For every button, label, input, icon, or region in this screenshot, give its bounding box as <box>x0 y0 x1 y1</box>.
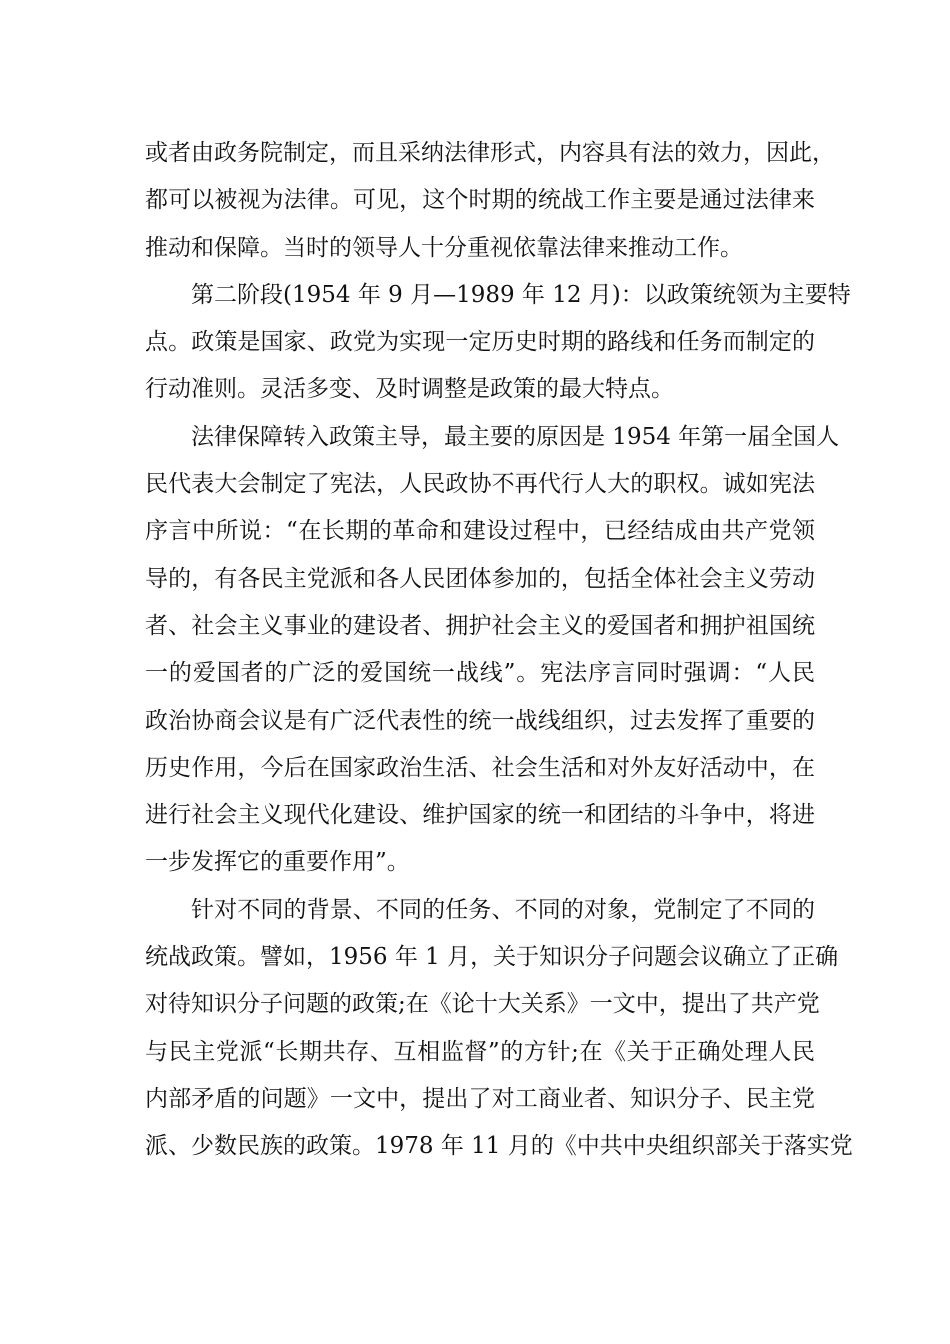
text-line: 都可以被视为法律。可见，这个时期的统战工作主要是通过法律来 <box>145 187 815 214</box>
paragraph-4 <box>145 887 853 1171</box>
text-line: 对待知识分子问题的政策;在《论十大关系》一文中，提出了共产党 <box>145 991 820 1018</box>
paragraph-1 <box>145 130 835 272</box>
text-line: 针对不同的背景、不同的任务、不同的对象，党制定了不同的 <box>191 896 815 923</box>
text-line: 一的爱国者的广泛的爱国统一战线”。宪法序言同时强调：“人民 <box>145 660 815 687</box>
text-line: 派、少数民族的政策。1978 年 11 月的《中共中央组织部关于落实党 <box>145 1133 853 1160</box>
text-line: 法律保障转入政策主导，最主要的原因是 1954 年第一届全国人 <box>191 423 840 450</box>
text-line: 序言中所说：“在长期的革命和建设过程中，已经结成由共产党领 <box>145 518 815 545</box>
text-line: 行动准则。灵活多变、及时调整是政策的最大特点。 <box>145 376 674 403</box>
text-line: 与民主党派“长期共存、互相监督”的方针;在《关于正确处理人民 <box>145 1038 815 1065</box>
text-line: 统战政策。譬如，1956 年 1 月，关于知识分子问题会议确立了正确 <box>145 944 839 971</box>
text-line: 或者由政务院制定，而且采纳法律形式，内容具有法的效力，因此， <box>145 140 835 166</box>
text-line: 推动和保障。当时的领导人十分重视依靠法律来推动工作。 <box>145 234 743 261</box>
text-line: 历史作用，今后在国家政治生活、社会生活和对外友好活动中，在 <box>145 754 815 781</box>
text-line: 一步发挥它的重要作用”。 <box>145 849 410 876</box>
text-line: 导的，有各民主党派和各人民团体参加的，包括全体社会主义劳动 <box>145 565 815 592</box>
paragraph-2 <box>145 272 851 414</box>
text-line: 民代表大会制定了宪法，人民政协不再代行人大的职权。诚如宪法 <box>145 471 815 498</box>
text-line: 政治协商会议是有广泛代表性的统一战线组织，过去发挥了重要的 <box>145 707 815 734</box>
text-line: 进行社会主义现代化建设、维护国家的统一和团结的斗争中，将进 <box>145 802 815 829</box>
text-line: 第二阶段(1954 年 9 月—1989 年 12 月)：以政策统领为主要特 <box>191 281 851 308</box>
paragraph-3 <box>145 414 840 887</box>
text-line: 点。政策是国家、政党为实现一定历史时期的路线和任务而制定的 <box>145 329 815 356</box>
document-body <box>145 130 853 1171</box>
text-line: 内部矛盾的问题》一文中，提出了对工商业者、知识分子、民主党 <box>145 1085 815 1112</box>
text-line: 者、社会主义事业的建设者、拥护社会主义的爱国者和拥护祖国统 <box>145 612 815 639</box>
